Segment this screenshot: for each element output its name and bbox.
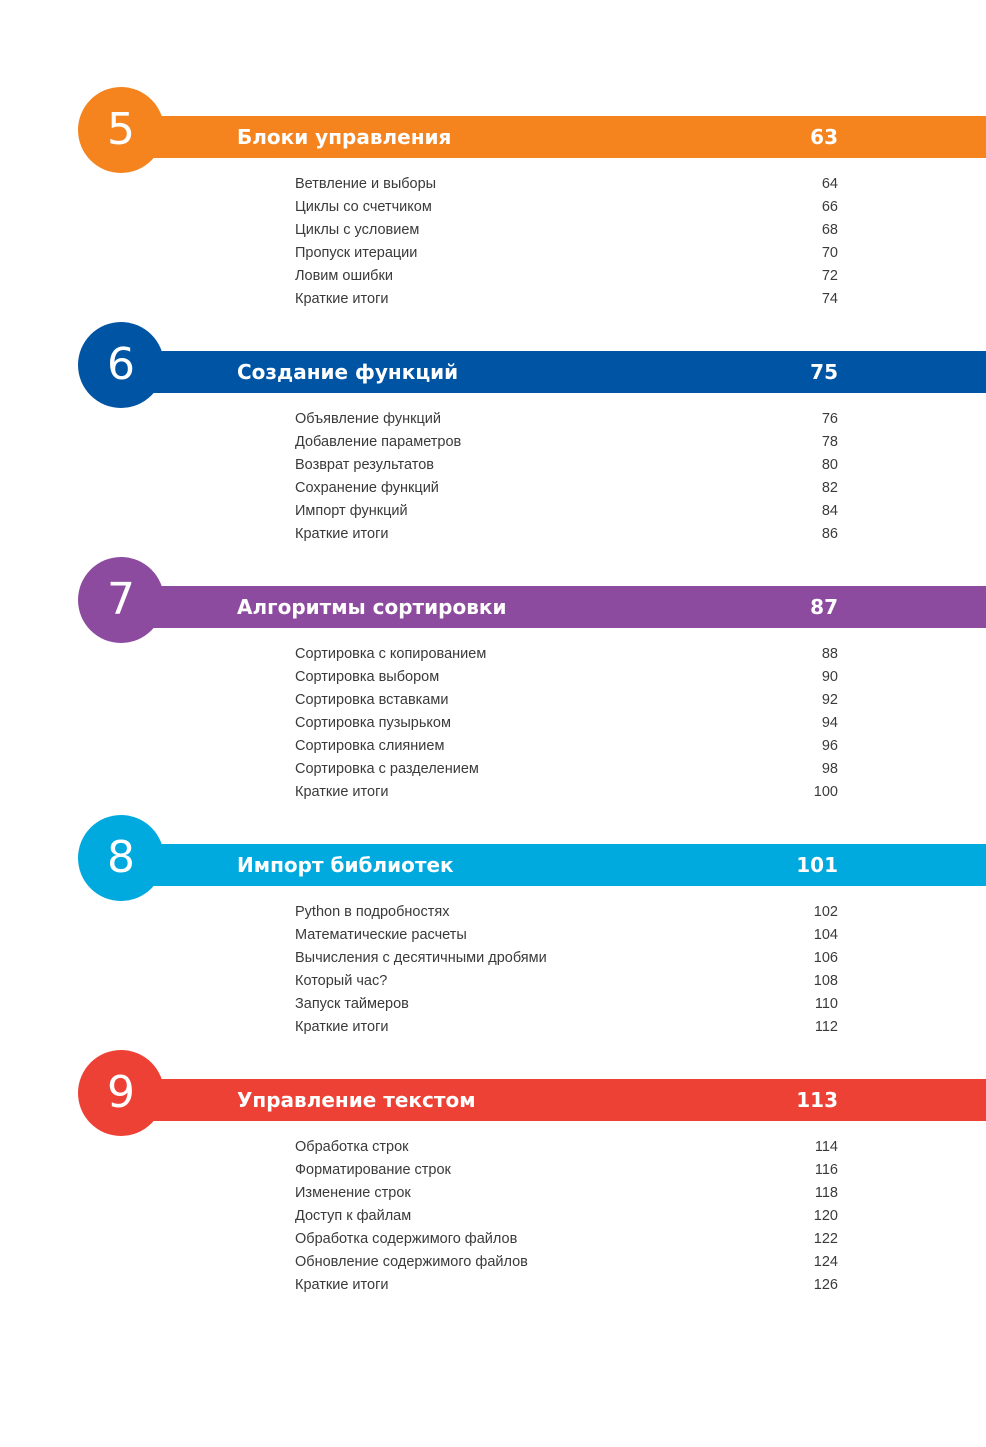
toc-entry[interactable]: [295, 1182, 838, 1205]
toc-entry[interactable]: [295, 993, 838, 1016]
toc-entry-page: 88: [821, 646, 838, 662]
toc-entry-page: 82: [821, 480, 838, 496]
toc-entry[interactable]: [295, 947, 838, 970]
chapter-page-number: 113: [796, 1088, 838, 1112]
toc-entry[interactable]: [295, 1136, 838, 1159]
chapter-items: [295, 901, 838, 1039]
toc-entry-page: 70: [821, 245, 838, 261]
toc-entry[interactable]: [295, 781, 838, 804]
toc-entry-page: 116: [814, 1162, 838, 1178]
toc-entry-page: 72: [821, 268, 838, 284]
toc-entry-page: 124: [813, 1254, 838, 1270]
toc-entry-page: 78: [821, 434, 838, 450]
toc-entry[interactable]: [295, 970, 838, 993]
toc-entry-page: 66: [821, 199, 838, 215]
toc-entry-page: 92: [821, 692, 838, 708]
toc-entry[interactable]: [295, 454, 838, 477]
toc-entry[interactable]: [295, 924, 838, 947]
chapter-title[interactable]: Создание функций: [237, 360, 459, 384]
toc-entry-page: 98: [821, 761, 838, 777]
toc-entry-page: 100: [813, 784, 838, 800]
toc-entry[interactable]: [295, 1205, 838, 1228]
toc-entry[interactable]: [295, 431, 838, 454]
toc-entry-page: 126: [813, 1277, 838, 1293]
chapter-page-number: 63: [810, 125, 838, 149]
toc-entry[interactable]: [295, 689, 838, 712]
toc-entry-title: Ветвление и выборы: [295, 176, 437, 192]
toc-entry[interactable]: [295, 643, 838, 666]
chapter-number-badge: 5: [78, 87, 164, 173]
toc-entry[interactable]: [295, 712, 838, 735]
toc-entry-title: Возврат результатов: [295, 457, 434, 473]
toc-entry-title: Вычисления с десятичными дробями: [295, 950, 547, 966]
toc-entry-page: 118: [814, 1185, 838, 1201]
toc-entry-page: 94: [821, 715, 838, 731]
toc-entry-title: Циклы со счетчиком: [295, 199, 432, 215]
toc-entry[interactable]: [295, 901, 838, 924]
toc-entry-title: Пропуск итерации: [295, 245, 418, 261]
chapter-number-badge: 9: [78, 1050, 164, 1136]
toc-entry-page: 90: [821, 669, 838, 685]
toc-entry-page: 84: [821, 503, 838, 519]
chapter-page-number: 87: [810, 595, 838, 619]
toc-entry[interactable]: [295, 523, 838, 546]
chapter-title[interactable]: Блоки управления: [237, 125, 452, 149]
chapter-page-number: 101: [796, 853, 838, 877]
toc-entry-title: Краткие итоги: [295, 1019, 389, 1035]
toc-entry-title: Сортировка с разделением: [295, 761, 479, 777]
toc-entry-title: Сортировка выбором: [295, 669, 440, 685]
toc-entry-page: 110: [814, 996, 838, 1012]
toc-entry[interactable]: [295, 1159, 838, 1182]
toc-entry-page: 96: [821, 738, 838, 754]
toc-entry-title: Добавление параметров: [295, 434, 462, 450]
toc-entry-title: Краткие итоги: [295, 1277, 389, 1293]
chapter-number-badge: 6: [78, 322, 164, 408]
toc-entry-page: 76: [821, 411, 838, 427]
toc-entry-title: Изменение строк: [295, 1185, 411, 1201]
toc-entry[interactable]: [295, 196, 838, 219]
toc-entry-page: 74: [821, 291, 838, 307]
toc-entry[interactable]: [295, 758, 838, 781]
toc-entry-title: Который час?: [295, 973, 388, 989]
toc-entry-title: Сортировка пузырьком: [295, 715, 451, 731]
toc-entry-title: Обновление содержимого файлов: [295, 1254, 528, 1270]
toc-entry[interactable]: [295, 173, 838, 196]
chapter-number-badge: 7: [78, 557, 164, 643]
toc-entry[interactable]: [295, 408, 838, 431]
toc-entry-page: 106: [813, 950, 838, 966]
toc-entry-title: Циклы с условием: [295, 222, 420, 238]
toc-entry-title: Объявление функций: [295, 411, 441, 427]
toc-entry-title: Запуск таймеров: [295, 996, 409, 1012]
chapter-title[interactable]: Алгоритмы сортировки: [237, 595, 507, 619]
toc-entry[interactable]: [295, 242, 838, 265]
toc-entry[interactable]: [295, 666, 838, 689]
toc-entry-page: 86: [821, 526, 838, 542]
toc-entry[interactable]: [295, 1016, 838, 1039]
toc-entry-title: Сортировка слиянием: [295, 738, 445, 754]
chapter-items: [295, 1136, 838, 1297]
toc-entry[interactable]: [295, 1251, 838, 1274]
toc-entry-page: 122: [813, 1231, 838, 1247]
toc-entry-title: Доступ к файлам: [295, 1208, 412, 1224]
toc-entry-title: Форматирование строк: [295, 1162, 451, 1178]
toc-entry-title: Краткие итоги: [295, 784, 389, 800]
toc-entry-page: 120: [813, 1208, 838, 1224]
chapter-number-badge: 8: [78, 815, 164, 901]
toc-entry-page: 114: [814, 1139, 838, 1155]
toc-entry-page: 102: [813, 904, 838, 920]
chapter-title[interactable]: Импорт библиотек: [237, 853, 454, 877]
toc-entry-title: Ловим ошибки: [295, 268, 393, 284]
toc-entry-title: Сортировка вставками: [295, 692, 449, 708]
chapter-items: [295, 408, 838, 546]
toc-entry-title: Python в подробностях: [295, 904, 450, 920]
toc-entry[interactable]: [295, 477, 838, 500]
toc-entry-page: 64: [821, 176, 838, 192]
toc-entry-title: Обработка строк: [295, 1139, 409, 1155]
toc-entry[interactable]: [295, 1228, 838, 1251]
toc-entry-page: 112: [814, 1019, 838, 1035]
chapter-items: [295, 643, 838, 804]
toc-entry-title: Математические расчеты: [295, 927, 467, 943]
toc-entry-title: Обработка содержимого файлов: [295, 1231, 518, 1247]
toc-entry[interactable]: [295, 735, 838, 758]
toc-entry[interactable]: [295, 265, 838, 288]
toc-entry[interactable]: [295, 219, 838, 242]
toc-entry-title: Импорт функций: [295, 503, 408, 519]
chapter-title[interactable]: Управление текстом: [237, 1088, 476, 1112]
toc-entry-title: Сортировка с копированием: [295, 646, 487, 662]
toc-entry[interactable]: [295, 1274, 838, 1297]
toc-entry-page: 108: [813, 973, 838, 989]
toc-entry-page: 68: [821, 222, 838, 238]
toc-entry-title: Сохранение функций: [295, 480, 439, 496]
toc-entry[interactable]: [295, 288, 838, 311]
toc-entry[interactable]: [295, 500, 838, 523]
toc-entry-page: 104: [813, 927, 838, 943]
chapter-page-number: 75: [810, 360, 838, 384]
toc-entry-title: Краткие итоги: [295, 526, 389, 542]
toc-entry-page: 80: [821, 457, 838, 473]
chapter-items: [295, 173, 838, 311]
toc-entry-title: Краткие итоги: [295, 291, 389, 307]
